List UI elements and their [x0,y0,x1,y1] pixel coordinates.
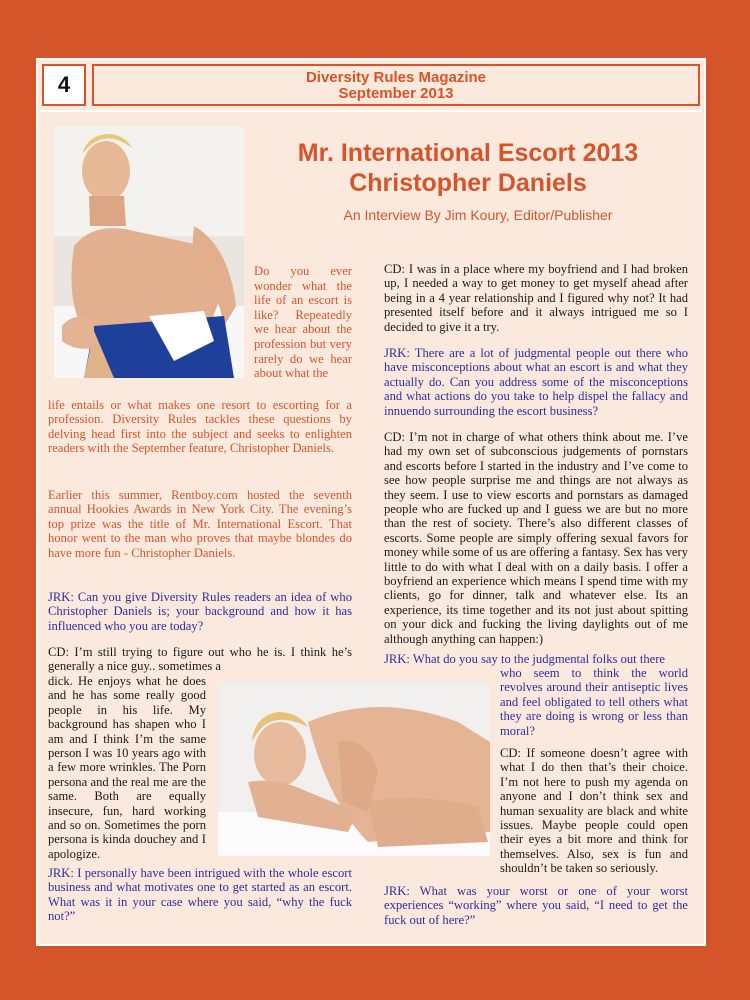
paragraph-hookies: Earlier this summer, Rentboy.com hosted the seventh annual Hookies Awards in New York City. The evening’s top prize was the title of Mr. International Escort. That honor went to the man who proves that maybe blondes do have more fun - Christopher Daniels. [48,488,352,560]
page-number: 4 [42,64,86,106]
question-3: JRK: There are a lot of judgmental people out there who have misconceptions about what an escort is and what they actually do. Can you address some of the misconceptions and what actions do you take to help dispel the fallacy and innuendo surrounding the escort business? [384,346,688,418]
question-4-wrap: who seem to think the world revolves around their antiseptic lives and feel obligated to tell others what they are doing is wrong or less than moral? [500,666,688,738]
magazine-header [92,64,700,106]
article-byline: An Interview By Jim Koury, Editor/Publisher [343,207,613,223]
answer-1-top: CD: I’m still trying to figure out who he is. I think he’s generally a nice guy.. sometimes a [48,645,352,674]
magazine-page [36,58,706,946]
title-line-1: Mr. International Escort 2013 [297,139,639,167]
article-title [258,138,678,198]
intro-wrap: Do you ever wonder what the life of an escort is like? Repeatedly we hear about the profession but very rarely do we hear about what the [254,264,352,381]
question-5: JRK: What was your worst or one of your worst experiences “working” where you said, “I need to get the fuck out of here?” [384,884,688,927]
answer-4: CD: If someone doesn’t agree with what I do then that’s their choice. I’m not here to push my agenda on anyone and I don’t think sex and human sexuality are black and white issues. Maybe people could open their eyes a bit more and think for themselves. Also, sex is fun and shouldn’t be taken so seriously. [500,746,688,876]
answer-1-wrap: dick. He enjoys what he does and he has some really good people in his life. My background has shapen who I am and I think I’m the same person I was 10 years ago with a few more wrinkles. The Porn persona and the real me are the same. Both are equally insecure, fun, hard working and so on. Sometimes the porn persona is kinda douchey and I apologize. [48,674,206,861]
intro-paragraph: life entails or what makes one resort to escorting for a profession. Diversity Rules tackles these questions by delving head first into the subject and seeks to enlighten readers with the September feature, Christopher Daniels. [48,398,352,456]
question-2: JRK: I personally have been intrigued with the whole escort business and what motivates one to get started as an escort. What was it in your case where you said, “why the fuck not?” [48,866,352,924]
header-divider [40,110,702,112]
answer-2: CD: I was in a place where my boyfriend and I had broken up, I needed a way to get money to get myself ahead after being in a 4 year relationship and I figured why not? It had presented itself before and it always intrigued me so I decided to give it a try. [384,262,688,334]
question-1: JRK: Can you give Diversity Rules readers an idea of who Christopher Daniels is; your background and how it has influenced who you are today? [48,590,352,633]
title-line-2: Christopher Daniels [349,169,587,197]
question-4-top: JRK: What do you say to the judgmental folks out there [384,652,665,666]
issue-date: September 2013 [338,85,454,102]
lying-photo [218,682,490,856]
cover-photo [54,126,244,378]
answer-3: CD: I’m not in charge of what others think about me. I’ve had my own set of subconscious judgements of pornstars and escorts before I started in the industry and I’ve come to see how people surprise me and things are not always as they seem. I use to view escorts and pornstars as damaged people who are fucked up and I guess we are but no more than the rest of society. There’s also different classes of escorts. Some people are simply offering sexual favors for money while some of us are offering a fantasy. Sex has very little to do with what I deal with on a daily basis. I offer a boyfriend an experience which means I spend time with my clients, go for dinner, talk and whatever else. Its an experience, its time together and its not just about spitting on your dick and fucking the living daylights out of me although anything can happen:) [384,430,688,646]
magazine-name: Diversity Rules Magazine [305,69,487,86]
